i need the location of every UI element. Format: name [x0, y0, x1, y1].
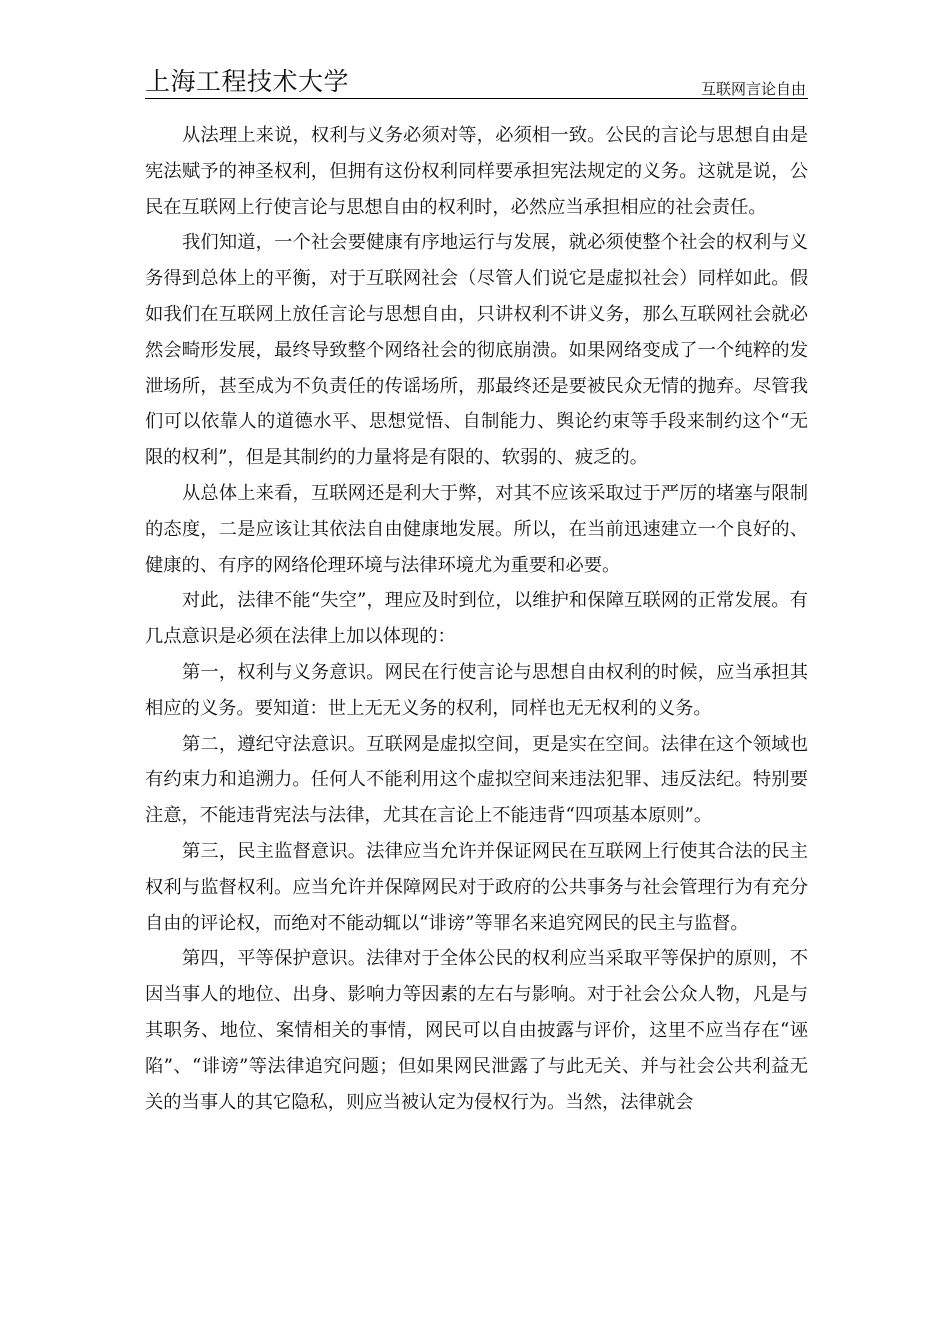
- paragraph-point-two: 第二，遵纪守法意识。互联网是虚拟空间，更是实在空间。法律在这个领域也有约束力和追溯力。任何人不能利用这个虚拟空间来违法犯罪、违反法纪。特别要注意，不能违背宪法与法律，尤其在言论上不能违背“四项基本原则”。: [145, 733, 808, 827]
- body-text: [145, 118, 808, 1120]
- paragraph-point-three: 第三，民主监督意识。法律应当允许并保证网民在互联网上行使其合法的民主权利与监督权利。应当允许并保障网民对于政府的公共事务与社会管理行为有充分自由的评论权，而绝对不能动辄以“诽谤”等罪名来追究网民的民主与监督。: [145, 840, 808, 934]
- header-topic: 互联网言论自由: [700, 80, 806, 98]
- paragraph-point-four: 第四，平等保护意识。法律对于全体公民的权利应当采取平等保护的原则，不因当事人的地位、出身、影响力等因素的左右与影响。对于社会公众人物，凡是与其职务、地位、案情相关的事情，网民可以自由披露与评价，这里不应当存在“诬陷”、“诽谤”等法律追究问题；但如果网民泄露了与此无关、并与社会公共利益无关的当事人的其它隐私，则应当被认定为侵权行为。当然，法律就会: [145, 948, 808, 1113]
- paragraph-law-role: 对此，法律不能“失空”，理应及时到位，以维护和保障互联网的正常发展。有几点意识是必须在法律上加以体现的：: [145, 590, 808, 648]
- header-institution: 上海工程技术大学: [145, 67, 350, 96]
- page-header: [145, 58, 808, 99]
- paragraph-social-balance: 我们知道，一个社会要健康有序地运行与发展，就必须使整个社会的权利与义务得到总体上的平衡，对于互联网社会（尽管人们说它是虚拟社会）同样如此。假如我们在互联网上放任言论与思想自由，只讲权利不讲义务，那么互联网社会就必然会畸形发展，最终导致整个网络社会的彻底崩溃。如果网络变成了一个纯粹的发泄场所，甚至成为不负责任的传谣场所，那最终还是要被民众无情的抛弃。尽管我们可以依靠人的道德水平、思想觉悟、自制能力、舆论约束等手段来制约这个“无限的权利”，但是其制约的力量将是有限的、软弱的、疲乏的。: [145, 232, 808, 469]
- paragraph-overall-view: 从总体上来看，互联网还是利大于弊，对其不应该采取过于严厉的堵塞与限制的态度，二是应该让其依法自由健康地发展。所以，在当前迅速建立一个良好的、健康的、有序的网络伦理环境与法律环境尤为重要和必要。: [145, 482, 808, 576]
- paragraph-rights-duties: 从法理上来说，权利与义务必须对等，必须相一致。公民的言论与思想自由是宪法赋予的神圣权利，但拥有这份权利同样要承担宪法规定的义务。这就是说，公民在互联网上行使言论与思想自由的权利时，必然应当承担相应的社会责任。: [145, 125, 808, 218]
- paragraph-point-one: 第一，权利与义务意识。网民在行使言论与思想自由权利的时候，应当承担其相应的义务。要知道：世上无无义务的权利，同样也无无权利的义务。: [145, 661, 808, 719]
